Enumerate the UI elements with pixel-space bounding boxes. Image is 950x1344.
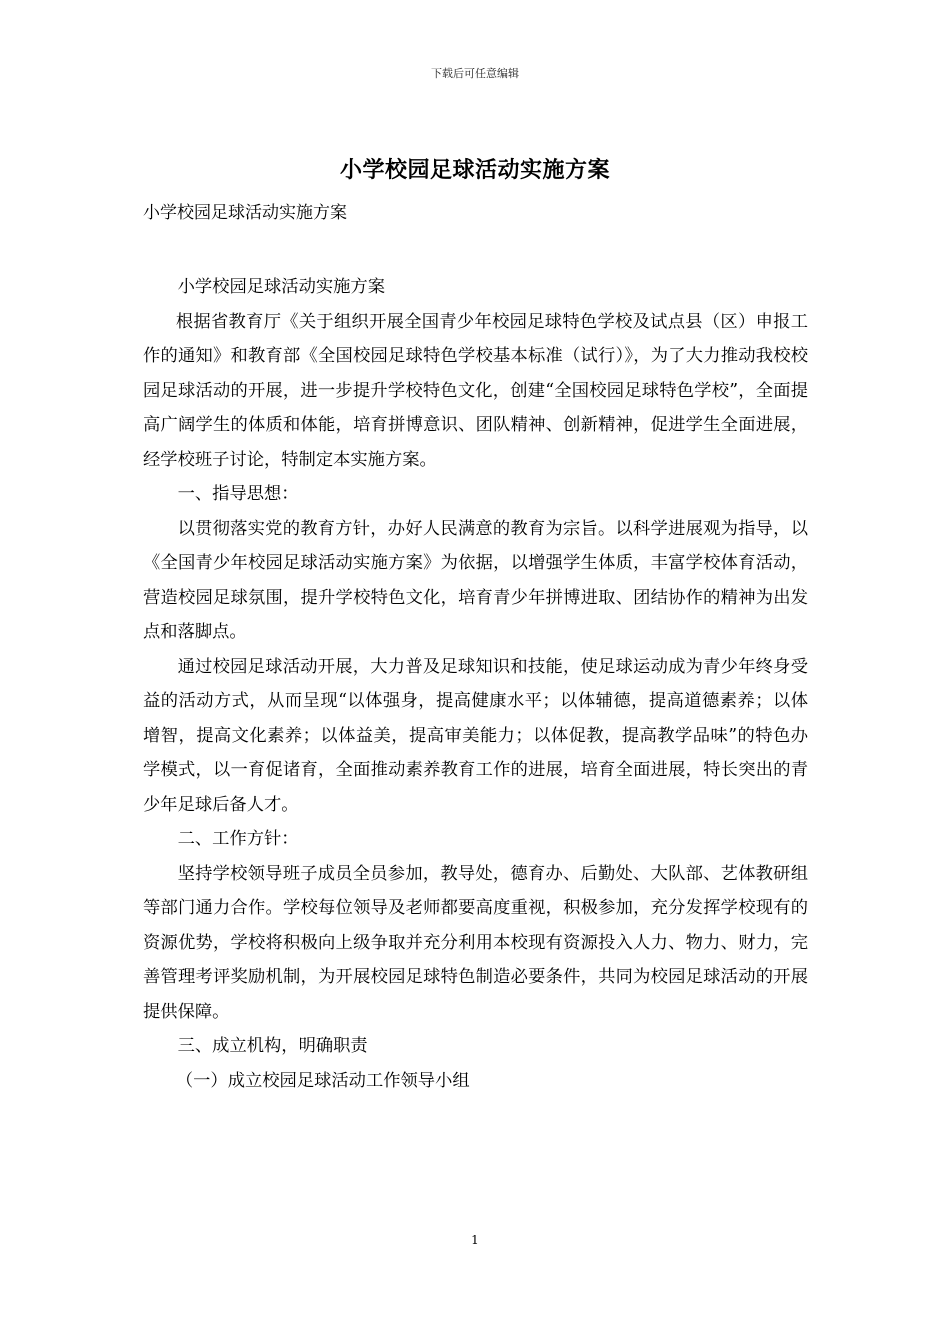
section-heading-guiding-thought: 一、指导思想： bbox=[177, 484, 299, 504]
body-paragraph-intro: 根据省教育厅《关于组织开展全国青少年校园足球特色学校及试点县（区）申报工作的通知》和教育部《全国校园足球特色学校基本标准（试行）》，为了大力推动我校校园足球活动的开展，进一步提升学校特色文化，创建“全国校园足球特色学校”，全面提高广阔学生的体质和体能，培育拼博意识、团队精神、创新精神，促进学生全面进展，经学校班子讨论，特制定本实施方案。 bbox=[143, 311, 808, 470]
section-heading-work-policy: 二、工作方针： bbox=[177, 829, 299, 849]
body-heading-repeat: 小学校园足球活动实施方案 bbox=[177, 277, 385, 297]
subsection-heading-leadership-group: （一）成立校园足球活动工作领导小组 bbox=[175, 1070, 470, 1091]
body-paragraph-guiding-thought: 以贯彻落实党的教育方针，办好人民满意的教育为宗旨。以科学进展观为指导，以《全国青少年校园足球活动实施方案》为依据，以增强学生体质，丰富学校体育活动，营造校园足球氛围，提升学校特色文化，培育青少年拼博进取、团结协作的精神为出发点和落脚点。 bbox=[143, 518, 808, 642]
document-title: 小学校园足球活动实施方案 bbox=[339, 157, 610, 183]
section-heading-organization: 三、成立机构，明确职责 bbox=[177, 1036, 368, 1056]
body-paragraph-goals: 通过校园足球活动开展，大力普及足球知识和技能，使足球运动成为青少年终身受益的活动方式，从而呈现“以体强身，提高健康水平；以体辅德，提高道德素养；以体增智，提高文化素养；以体益美，提高审美能力；以体促教，提高教学品味”的特色办学模式，以一育促诸育，全面推动素养教育工作的进展，培育全面进展，特长突出的青少年足球后备人才。 bbox=[143, 656, 808, 815]
body-paragraph-work-policy: 坚持学校领导班子成员全员参加，教导处，德育办、后勤处、大队部、艺体教研组等部门通力合作。学校每位领导及老师都要高度重视，积极参加，充分发挥学校现有的资源优势，学校将积极向上级争取并充分利用本校现有资源投入人力、物力、财力，完善管理考评奖励机制，为开展校园足球特色制造必要条件，共同为校园足球活动的开展提供保障。 bbox=[143, 863, 808, 1022]
page-number: 1 bbox=[471, 1233, 479, 1247]
page-header-note: 下载后可任意编辑 bbox=[431, 67, 519, 80]
document-subtitle: 小学校园足球活动实施方案 bbox=[143, 203, 347, 223]
document-body bbox=[143, 270, 808, 1098]
